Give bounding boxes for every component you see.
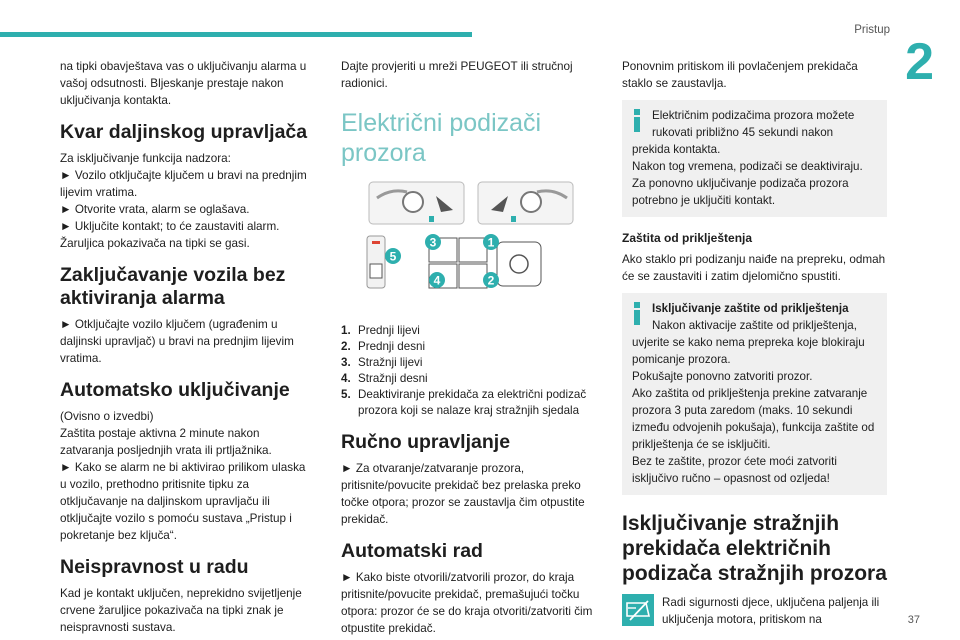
info-text: Nakon tog vremena, podizači se deaktiviraju. Za ponovno uključivanje podizača prozora potrebno je uključiti kontakt. <box>632 160 863 207</box>
info-title: Isključivanje zaštite od priklještenja <box>652 302 849 315</box>
info-icon <box>634 302 640 326</box>
column-right <box>622 58 887 628</box>
info-icon <box>634 109 640 133</box>
svg-text:4: 4 <box>433 273 441 288</box>
list-item: 4. Stražnji desni <box>341 372 428 385</box>
chapter-number: 2 <box>905 33 934 91</box>
heading-manual-operation: Ručno upravljanje <box>341 431 511 453</box>
list-item: 3. Stražnji lijevi <box>341 356 423 369</box>
bullet: ► Otvorite vrata, alarm se oglašava. <box>60 203 250 216</box>
bullet: ► Kako biste otvorili/zatvorili prozor, do kraja pritisnite/povucite prekidač, premašujući točku otpora: prozor će se do kraja otvoriti/zatvoriti čim otpustite prekidač. <box>341 571 593 635</box>
header-accent-bar <box>0 32 472 37</box>
paragraph: Ponovnim pritiskom ili povlačenjem prekidača staklo se zaustavlja. <box>622 60 858 90</box>
info-text: prekida kontakta. <box>632 143 721 156</box>
paragraph: Žaruljica pokazivača na tipki se gasi. <box>60 237 250 250</box>
paragraph: Ako staklo pri podizanju naiđe na prepreku, odmah će se zaustaviti i zatim djelomično spustiti. <box>622 253 886 283</box>
heading-lock-without-alarm: Zaključavanje vozila bez aktiviranja alarma <box>60 264 286 309</box>
paragraph: Kad je kontakt uključen, neprekidno svijetljenje crvene žaruljice pokazivača na tipki znak je neispravnosti sustava. <box>60 587 302 634</box>
paragraph: (Ovisno o izvedbi) <box>60 410 154 423</box>
child-lock-icon <box>622 594 654 626</box>
heading-automatic-activation: Automatsko uključivanje <box>60 379 290 401</box>
paragraph: Radi sigurnosti djece, uključena paljenja ili uključenja motora, pritiskom na <box>662 596 880 626</box>
heading-rear-switch-deactivation: Isključivanje stražnjih prekidača električnih podizača stražnjih prozora <box>622 512 887 585</box>
section-title: Električni podizači prozora <box>341 109 542 167</box>
heading-malfunction: Neispravnost u radu <box>60 556 249 578</box>
heading-remote-failure: Kvar daljinskog upravljača <box>60 121 308 143</box>
svg-text:3: 3 <box>429 235 437 250</box>
bullet: ► Vozilo otključajte ključem u bravi na prednjim lijevim vratima. <box>60 169 307 199</box>
callout-1 <box>483 234 499 250</box>
info-text: Bez te zaštite, prozor ćete moći zatvoriti isključivo ručno – opasnost od ozljeda! <box>632 455 837 485</box>
info-text: uvjerite se kako nema prepreka koje blokiraju pomicanje prozora. <box>632 336 865 366</box>
info-box <box>622 293 887 495</box>
legend-list <box>341 323 603 419</box>
bullet: ► Uključite kontakt; to će zaustaviti alarm. <box>60 220 280 233</box>
list-item: 2. Prednji desni <box>341 340 426 353</box>
bullet: ► Kako se alarm ne bi aktivirao prilikom ulaska u vozilo, prethodno pritisnite tipku za otključavanje na daljinskom upravljaču ili otključajte vozilo s pomoću sustava „Pristup i pokretanje bez ključa“. <box>60 461 306 542</box>
bullet: ► Za otvaranje/zatvaranje prozora, pritisnite/povucite prekidač bez prelaska preko točke otpora; prozor se zaustavlja čim otpustite prekidač. <box>341 462 585 526</box>
list-item: 5. Deaktiviranje prekidača za električni podizač prozora koji se nalaze kraj stražnjih sjedala <box>341 388 587 417</box>
callout-4 <box>429 272 445 288</box>
callout-3 <box>425 234 441 250</box>
list-item: 1. Prednji lijevi <box>341 324 420 337</box>
info-text: Nakon aktivacije zaštite od priklještenja, <box>652 319 857 332</box>
info-text: Električnim podizačima prozora možete rukovati približno 45 sekundi nakon <box>652 109 855 139</box>
paragraph: Za isključivanje funkcija nadzora: <box>60 152 231 165</box>
info-text: Ako zaštita od priklještenja prekine zatvaranje prozora 3 puta zaredom (maks. 10 sekundi između odvojenih pokušaja), funkcija zaštite od priklještenja će se isključiti. <box>632 387 875 451</box>
paragraph: Dajte provjeriti u mreži PEUGEOT ili stručnoj radionici. <box>341 60 573 90</box>
door-illustration-right <box>478 182 573 224</box>
heading-automatic-operation: Automatski rad <box>341 540 483 562</box>
svg-text:2: 2 <box>487 273 495 288</box>
paragraph: Zaštita postaje aktivna 2 minute nakon zatvaranja posljednjih vrata ili prtljažnika. <box>60 427 272 457</box>
door-illustration-left <box>369 182 464 224</box>
paragraph: na tipki obavještava vas o uključivanju alarma u vašoj odsutnosti. Bljeskanje prestaje nakon uključivanja kontakta. <box>60 60 307 107</box>
bullet: ► Otključajte vozilo ključem (ugrađenim u daljinski upravljač) u bravi na prednjim lijevim vratima. <box>60 318 294 365</box>
column-middle <box>341 58 603 637</box>
heading-anti-pinch: Zaštita od priklještenja <box>622 231 753 245</box>
info-box <box>622 100 887 217</box>
callout-2 <box>483 272 499 288</box>
info-text: Pokušajte ponovno zatvoriti prozor. <box>632 370 813 383</box>
column-left <box>60 58 310 636</box>
window-switches-figure <box>341 180 603 310</box>
svg-text:5: 5 <box>389 249 397 264</box>
child-lock-note <box>622 594 887 628</box>
svg-text:1: 1 <box>487 235 495 250</box>
running-header: Pristup <box>854 24 890 36</box>
callout-5 <box>385 248 401 264</box>
page-number: 37 <box>907 614 920 626</box>
